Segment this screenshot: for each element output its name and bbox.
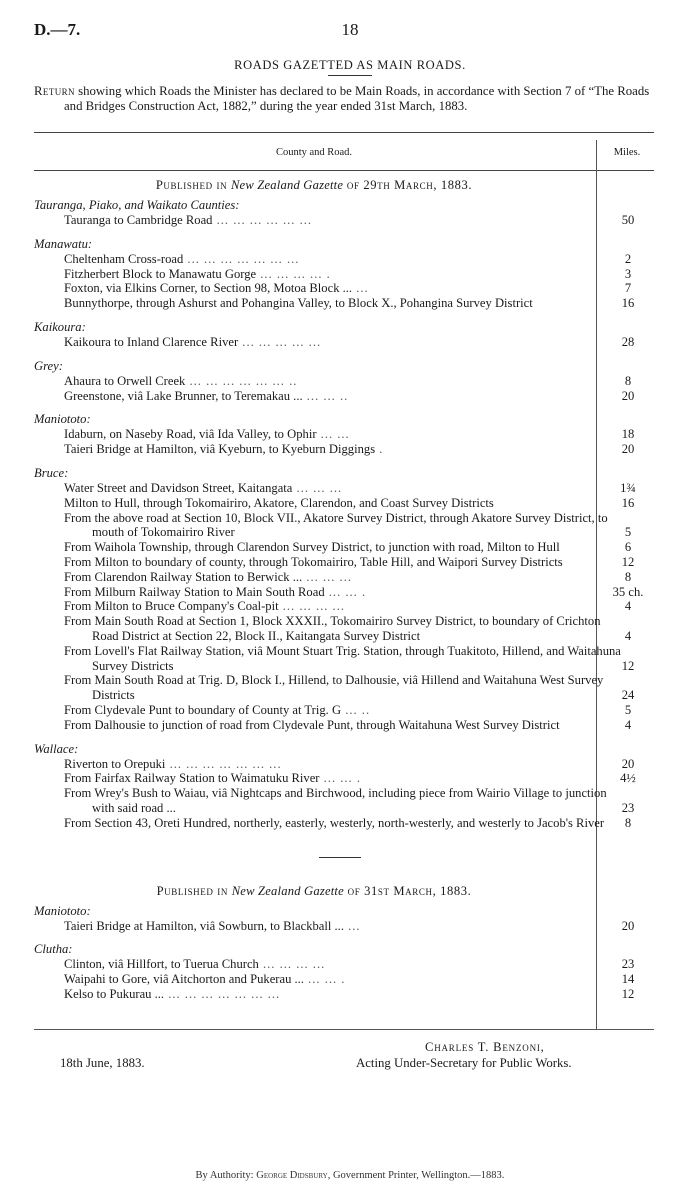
road-row: [34, 614, 654, 644]
column-header-miles: Miles.: [613, 147, 641, 158]
document-title: ROADS GAZETTED AS MAIN ROADS.: [234, 58, 466, 72]
road-row: [34, 771, 654, 786]
road-row: [34, 252, 654, 267]
intro-text: showing which Roads the Minister has declared to be Main Roads, in accordance with Section 7 of “The Roads and Bridges Construction Act, 1882,” during the year ended 31st March, 1883.: [64, 84, 650, 113]
county-name: Grey:: [34, 358, 63, 373]
road-name: From Milton to Bruce Company's Coal-pit: [64, 599, 279, 614]
county-name: Kaikoura:: [34, 319, 86, 334]
road-miles: 8: [624, 373, 632, 388]
road-name: From Fairfax Railway Station to Waimatuku River: [64, 771, 320, 786]
road-miles: 8: [624, 815, 632, 830]
leader-dots: ... ... ...: [302, 569, 352, 584]
road-miles: 1¾: [620, 480, 636, 495]
county-name: Wallace:: [34, 741, 79, 756]
return-intro: [34, 84, 652, 114]
road-row: [34, 555, 654, 570]
road-name: Waipahi to Gore, viâ Aitchorton and Pukerau ...: [64, 972, 304, 987]
gazette-section-heading: Published in New Zealand Gazette of 29th March, 1883.: [155, 178, 473, 192]
road-row: [34, 281, 654, 296]
road-name: Bunnythorpe, through Ashurst and Pohangina Valley, to Block X., Pohangina Survey District: [64, 296, 533, 311]
road-row: [34, 296, 654, 311]
road-miles: 7: [624, 281, 632, 296]
road-miles: 12: [621, 986, 635, 1001]
road-miles: 5: [624, 702, 632, 717]
road-row: [34, 481, 654, 496]
table-bottom-rule: [34, 1029, 654, 1030]
road-miles: 12: [621, 658, 635, 673]
road-name: From Milton to boundary of county, through Tokomairiro, Table Hill, and Waipori Survey Districts: [64, 554, 563, 569]
road-name: Milton to Hull, through Tokomairiro, Akatore, Clarendon, and Coast Survey Districts: [64, 495, 494, 510]
road-name: Idaburn, on Naseby Road, viâ Ida Valley, to Ophir: [64, 427, 317, 442]
road-name: Clinton, viâ Hillfort, to Tuerua Church: [64, 957, 259, 972]
road-row: [34, 570, 654, 585]
road-miles: 35 ch.: [612, 584, 644, 599]
road-miles: 2: [624, 251, 632, 266]
road-name: From Clarendon Railway Station to Berwick ...: [64, 569, 303, 584]
gazette-section-heading: Published in New Zealand Gazette of 31st March, 1883.: [156, 883, 472, 898]
county-group: [34, 742, 654, 831]
leader-dots: ... ... ... ... ... ... ...: [183, 251, 300, 266]
road-name: From the above road at Section 10, Block VII., Akatore Survey District, through Akatore Survey District, to mouth of Tokomairiro River: [64, 510, 608, 540]
road-miles: 20: [621, 918, 635, 933]
title-rule: [328, 75, 372, 76]
intro-lead: Return: [34, 84, 75, 98]
county-name: Bruce:: [34, 465, 69, 480]
road-name: Taieri Bridge at Hamilton, viâ Kyeburn, to Kyeburn Diggings: [64, 442, 376, 457]
road-miles: 6: [624, 540, 632, 555]
road-miles: 4: [624, 628, 632, 643]
leader-dots: ... ... ... ... ... ... ..: [185, 373, 298, 388]
column-header-road: County and Road.: [275, 147, 353, 158]
table-top-rule: [34, 132, 654, 133]
road-miles: 24: [621, 688, 635, 703]
road-miles: 5: [624, 525, 632, 540]
road-row: [34, 442, 654, 457]
road-miles: 14: [621, 972, 635, 987]
county-group: [34, 198, 654, 228]
road-name: Cheltenham Cross-road: [64, 251, 184, 266]
county-group: [34, 942, 654, 1001]
road-miles: 20: [621, 442, 635, 457]
road-row: [34, 673, 654, 703]
road-miles: 16: [621, 296, 635, 311]
signatory-name: Charles T. Benzoni,: [425, 1040, 545, 1054]
road-row: [34, 957, 654, 972]
road-row: [34, 389, 654, 404]
road-name: From Waihola Township, through Clarendon Survey District, to junction with road, Milton to Hull: [64, 540, 560, 555]
road-name: Riverton to Orepuki: [64, 756, 166, 771]
leader-dots: ... ...: [316, 427, 350, 442]
road-row: [34, 816, 654, 831]
road-miles: 20: [621, 756, 635, 771]
leader-dots: ... ... ... ... .: [256, 266, 331, 281]
road-name: Kelso to Pukurau ...: [64, 986, 165, 1001]
road-name: From Dalhousie to junction of road from Clydevale Punt, through Waitahuna West Survey District: [64, 717, 560, 732]
road-row: [34, 374, 654, 389]
road-name: Tauranga to Cambridge Road: [64, 213, 213, 227]
county-name: Maniototo:: [34, 903, 91, 918]
road-name: Taieri Bridge at Hamilton, viâ Sowburn, to Blackball ...: [64, 918, 344, 933]
leader-dots: .: [375, 442, 384, 457]
county-name: Tauranga, Piako, and Waikato Caunties:: [34, 198, 240, 212]
leader-dots: ... ... ...: [292, 480, 343, 495]
road-name: From Main South Road at Section 1, Block XXXII., Tokomairiro Survey District, to boundary of Crichton Road District at Section 22, Block II., Kaitangata Survey District: [64, 614, 601, 643]
county-group: [34, 359, 654, 404]
leader-dots: ... ... .: [319, 771, 361, 786]
road-miles: 50: [621, 213, 635, 227]
road-miles: 20: [621, 388, 635, 403]
leader-dots: ... ... .: [324, 584, 367, 599]
document-reference: D.—7.: [34, 20, 81, 39]
road-name: From Wrey's Bush to Waiau, viâ Nightcaps and Birchwood, including piece from Wairio Village to junction with said road ...: [64, 786, 607, 815]
roads-table-body: [34, 178, 654, 1002]
road-row: [34, 644, 654, 674]
road-row: [34, 718, 654, 733]
road-row: [34, 757, 654, 772]
county-group: [34, 237, 654, 311]
table-head-rule: [34, 170, 654, 171]
road-name: Fitzherbert Block to Manawatu Gorge: [64, 266, 257, 281]
road-name: Greenstone, viâ Lake Brunner, to Teremakau ...: [64, 388, 303, 403]
page-number: 18: [341, 20, 359, 39]
county-group: [34, 466, 654, 733]
road-name: Kaikoura to Inland Clarence River: [64, 334, 239, 349]
leader-dots: ... ... ... ... ... ... ...: [164, 986, 281, 1001]
road-name: Foxton, via Elkins Corner, to Section 98, Motoa Block ...: [64, 281, 353, 296]
road-name: From Lovell's Flat Railway Station, viâ Mount Stuart Trig. Station, through Tuakitoto, Hillend, and Waitahuna Survey Districts: [64, 643, 621, 673]
road-row: [34, 987, 654, 1002]
road-row: [34, 511, 654, 541]
leader-dots: ...: [343, 918, 361, 933]
county-name: Maniototo:: [34, 412, 91, 427]
leader-dots: ... ..: [341, 702, 371, 717]
road-name: Ahaura to Orwell Creek: [64, 373, 186, 388]
imprint-prefix: By Authority:: [195, 1170, 257, 1181]
road-row: [34, 919, 654, 934]
road-row: [34, 267, 654, 282]
road-name: From Milburn Railway Station to Main South Road: [64, 584, 325, 599]
road-miles: 4: [624, 717, 632, 732]
road-miles: 18: [621, 427, 635, 442]
road-name: From Section 43, Oreti Hundred, northerly, easterly, westerly, north-westerly, and westerly to Jacob's River: [64, 815, 605, 830]
county-group: [34, 904, 654, 934]
road-row: [34, 213, 654, 228]
leader-dots: ... ... ..: [302, 388, 349, 403]
road-row: [34, 703, 654, 718]
road-row: [34, 599, 654, 614]
county-name: Clutha:: [34, 942, 73, 957]
road-row: [34, 540, 654, 555]
leader-dots: ... ... ... ...: [278, 599, 345, 614]
county-group: [34, 412, 654, 457]
road-name: From Main South Road at Trig. D, Block I., Hillend, to Dalhousie, viâ Hillend and Waitahuna West Survey Districts: [64, 673, 604, 703]
road-miles: 4½: [620, 771, 636, 786]
road-name: From Clydevale Punt to boundary of County at Trig. G: [64, 702, 342, 717]
printer-imprint: [0, 1170, 700, 1181]
imprint-printer: George Didsbury: [256, 1170, 328, 1181]
leader-dots: ... ... ... ... ... ...: [212, 213, 313, 227]
road-row: [34, 585, 654, 600]
section-divider: [319, 857, 361, 858]
county-name: Manawatu:: [34, 236, 93, 251]
road-row: [34, 786, 654, 816]
road-miles: 23: [621, 800, 635, 815]
road-miles: 23: [621, 957, 635, 972]
road-miles: 4: [624, 599, 632, 614]
signatory-title: Acting Under-Secretary for Public Works.: [356, 1056, 572, 1070]
road-row: [34, 335, 654, 350]
road-miles: 3: [624, 266, 632, 281]
road-miles: 16: [621, 495, 635, 510]
road-miles: 28: [621, 334, 635, 349]
road-row: [34, 427, 654, 442]
road-miles: 8: [624, 569, 632, 584]
leader-dots: ... ... ... ... ... ... ...: [165, 756, 282, 771]
signature-date: 18th June, 1883.: [60, 1056, 145, 1070]
road-name: Water Street and Davidson Street, Kaitangata: [64, 480, 293, 495]
leader-dots: ...: [352, 281, 369, 296]
county-group: [34, 320, 654, 350]
road-miles: 12: [621, 554, 635, 569]
leader-dots: ... ... ... ...: [258, 957, 326, 972]
road-row: [34, 496, 654, 511]
leader-dots: ... ... ... ... ...: [238, 334, 322, 349]
imprint-suffix: , Government Printer, Wellington.—1883.: [327, 1170, 505, 1181]
leader-dots: ... ... .: [303, 972, 346, 987]
road-row: [34, 972, 654, 987]
